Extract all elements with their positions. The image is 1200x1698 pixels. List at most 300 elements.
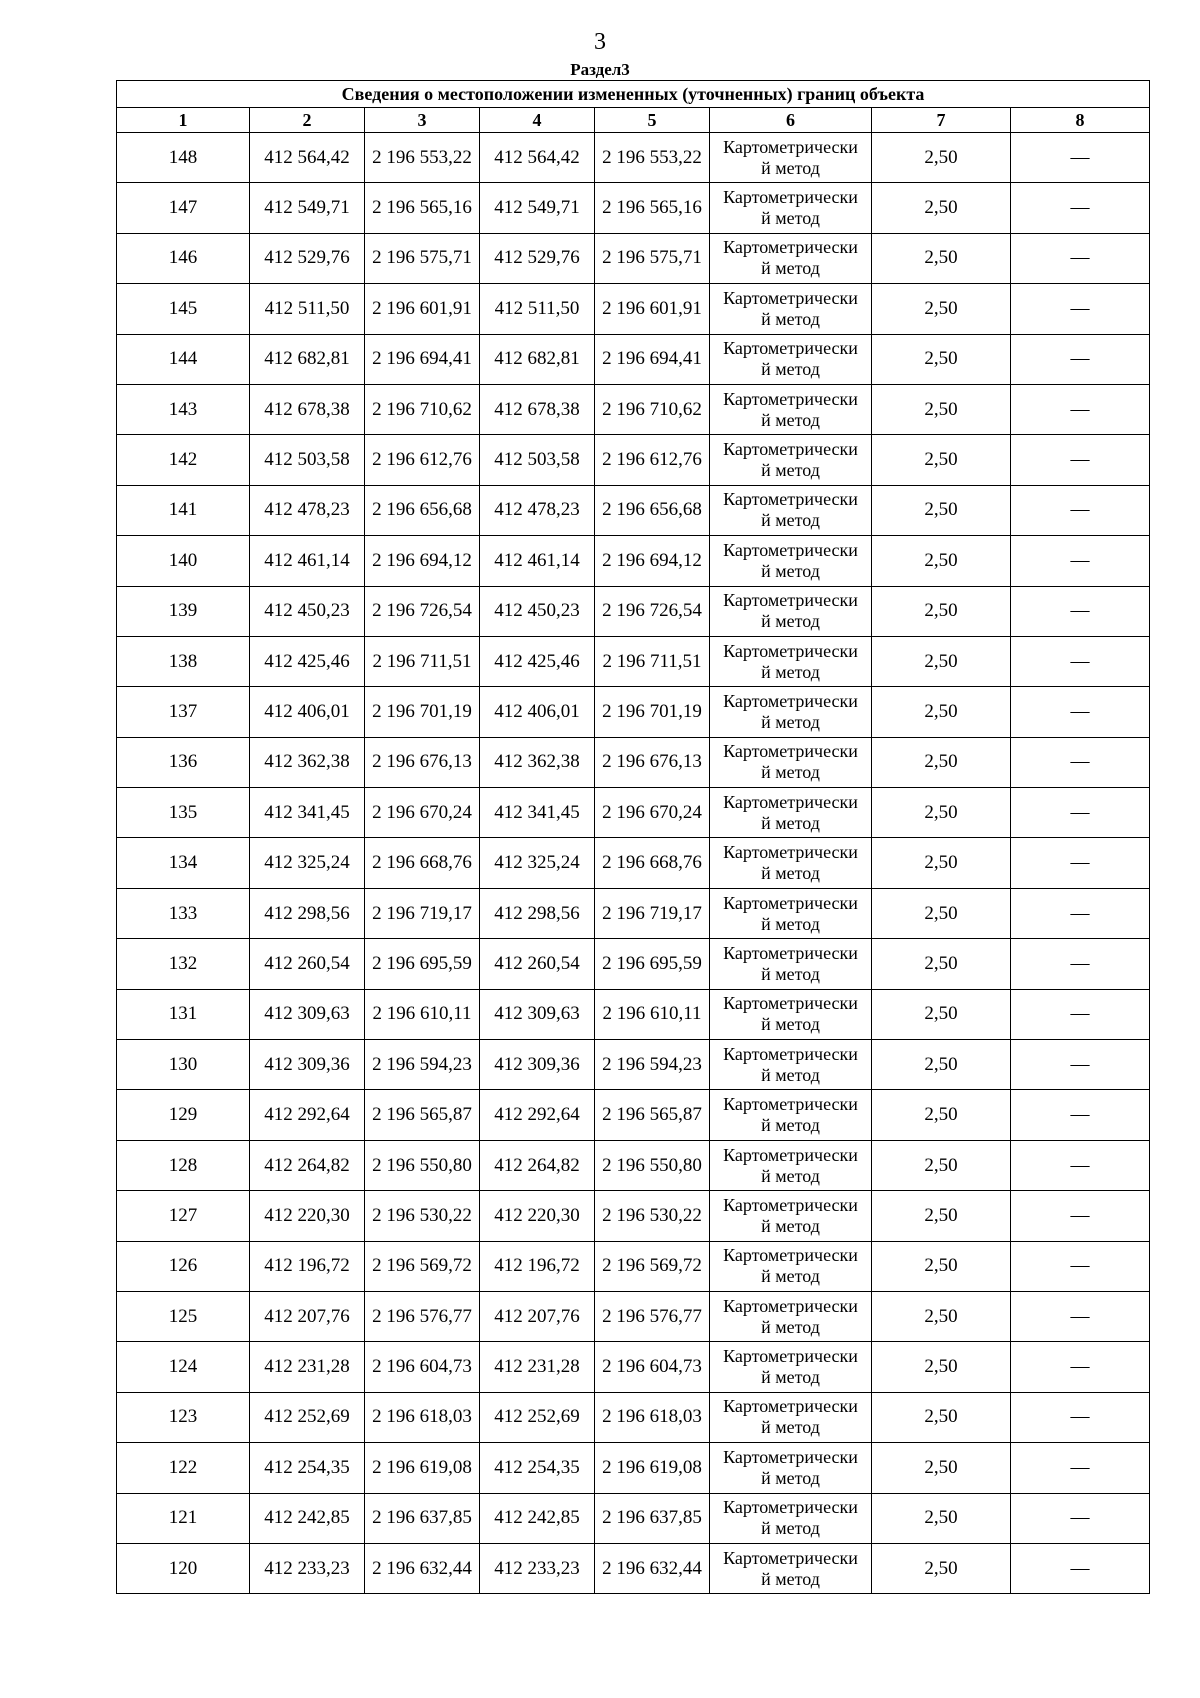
point-number-cell: 139 bbox=[117, 586, 250, 636]
coordinate-cell: 2 196 668,76 bbox=[365, 838, 480, 888]
point-number-cell: 125 bbox=[117, 1291, 250, 1341]
coordinate-cell: 412 325,24 bbox=[250, 838, 365, 888]
coordinate-cell: 412 682,81 bbox=[480, 334, 595, 384]
table-row bbox=[117, 133, 1150, 183]
coordinate-cell: 2 196 719,17 bbox=[365, 888, 480, 938]
table-row bbox=[117, 435, 1150, 485]
note-cell: — bbox=[1011, 334, 1150, 384]
coordinate-cell: 2 196 530,22 bbox=[595, 1191, 710, 1241]
method-line: Картометрически bbox=[723, 1245, 858, 1266]
accuracy-cell: 2,50 bbox=[872, 284, 1011, 334]
method-line: Картометрически bbox=[723, 338, 858, 359]
column-number: 2 bbox=[250, 108, 365, 133]
column-number: 4 bbox=[480, 108, 595, 133]
note-cell: — bbox=[1011, 1040, 1150, 1090]
coordinate-cell: 412 461,14 bbox=[480, 536, 595, 586]
coordinate-cell: 2 196 695,59 bbox=[365, 939, 480, 989]
column-number: 3 bbox=[365, 108, 480, 133]
method-line: Картометрически bbox=[723, 741, 858, 762]
note-cell: — bbox=[1011, 838, 1150, 888]
coordinate-cell: 412 292,64 bbox=[250, 1090, 365, 1140]
table-row bbox=[117, 384, 1150, 434]
coordinate-cell: 2 196 550,80 bbox=[365, 1140, 480, 1190]
coordinate-cell: 2 196 594,23 bbox=[365, 1040, 480, 1090]
table-row bbox=[117, 989, 1150, 1039]
method-line: Картометрически bbox=[723, 1043, 858, 1064]
point-number-cell: 131 bbox=[117, 989, 250, 1039]
coordinate-cell: 412 406,01 bbox=[250, 687, 365, 737]
coordinate-cell: 2 196 701,19 bbox=[365, 687, 480, 737]
method-line: Картометрически bbox=[723, 1547, 858, 1568]
table-row bbox=[117, 1543, 1150, 1593]
column-number: 7 bbox=[872, 108, 1011, 133]
note-cell: — bbox=[1011, 384, 1150, 434]
coordinate-cell: 412 478,23 bbox=[250, 485, 365, 535]
accuracy-cell: 2,50 bbox=[872, 737, 1011, 787]
point-number-cell: 137 bbox=[117, 687, 250, 737]
method-line: й метод bbox=[761, 1568, 820, 1589]
table-row bbox=[117, 1443, 1150, 1493]
method-cell bbox=[710, 183, 872, 233]
table-row bbox=[117, 1040, 1150, 1090]
coordinate-cell: 412 309,63 bbox=[480, 989, 595, 1039]
coordinate-cell: 412 678,38 bbox=[250, 384, 365, 434]
coordinate-cell: 2 196 676,13 bbox=[595, 737, 710, 787]
coordinate-cell: 412 252,69 bbox=[250, 1392, 365, 1442]
method-line: Картометрически bbox=[723, 1094, 858, 1115]
coordinate-cell: 412 298,56 bbox=[480, 888, 595, 938]
accuracy-cell: 2,50 bbox=[872, 334, 1011, 384]
method-line: й метод bbox=[761, 611, 820, 632]
table-caption: Сведения о местоположении измененных (уточненных) границ объекта bbox=[117, 81, 1150, 108]
method-line: й метод bbox=[761, 1316, 820, 1337]
method-line: й метод bbox=[761, 1266, 820, 1287]
table-row bbox=[117, 233, 1150, 283]
point-number-cell: 143 bbox=[117, 384, 250, 434]
table-row bbox=[117, 636, 1150, 686]
method-cell bbox=[710, 1392, 872, 1442]
note-cell: — bbox=[1011, 737, 1150, 787]
coordinate-cell: 412 242,85 bbox=[480, 1493, 595, 1543]
coordinate-cell: 412 406,01 bbox=[480, 687, 595, 737]
note-cell: — bbox=[1011, 1392, 1150, 1442]
accuracy-cell: 2,50 bbox=[872, 939, 1011, 989]
table-row bbox=[117, 687, 1150, 737]
method-cell bbox=[710, 284, 872, 334]
coordinate-cell: 412 511,50 bbox=[250, 284, 365, 334]
accuracy-cell: 2,50 bbox=[872, 233, 1011, 283]
coordinate-cell: 412 478,23 bbox=[480, 485, 595, 535]
method-line: Картометрически bbox=[723, 1194, 858, 1215]
method-cell bbox=[710, 636, 872, 686]
method-line: й метод bbox=[761, 863, 820, 884]
coordinate-cell: 412 207,76 bbox=[480, 1291, 595, 1341]
method-line: й метод bbox=[761, 1115, 820, 1136]
method-line: Картометрически bbox=[723, 1497, 858, 1518]
note-cell: — bbox=[1011, 788, 1150, 838]
coordinate-cell: 2 196 553,22 bbox=[365, 133, 480, 183]
coordinate-cell: 2 196 565,16 bbox=[365, 183, 480, 233]
accuracy-cell: 2,50 bbox=[872, 435, 1011, 485]
table-row bbox=[117, 737, 1150, 787]
method-line: й метод bbox=[761, 460, 820, 481]
point-number-cell: 126 bbox=[117, 1241, 250, 1291]
method-cell bbox=[710, 888, 872, 938]
coordinate-cell: 2 196 710,62 bbox=[595, 384, 710, 434]
point-number-cell: 129 bbox=[117, 1090, 250, 1140]
coordinate-cell: 2 196 694,12 bbox=[365, 536, 480, 586]
table-row bbox=[117, 939, 1150, 989]
accuracy-cell: 2,50 bbox=[872, 1493, 1011, 1543]
note-cell: — bbox=[1011, 1191, 1150, 1241]
coordinate-cell: 2 196 632,44 bbox=[595, 1543, 710, 1593]
coordinate-cell: 412 511,50 bbox=[480, 284, 595, 334]
table-row bbox=[117, 536, 1150, 586]
method-cell bbox=[710, 384, 872, 434]
accuracy-cell: 2,50 bbox=[872, 788, 1011, 838]
method-line: й метод bbox=[761, 308, 820, 329]
note-cell: — bbox=[1011, 435, 1150, 485]
page-number: 3 bbox=[594, 29, 606, 55]
table-row bbox=[117, 838, 1150, 888]
coordinate-cell: 2 196 668,76 bbox=[595, 838, 710, 888]
coordinate-cell: 2 196 604,73 bbox=[365, 1342, 480, 1392]
column-number: 8 bbox=[1011, 108, 1150, 133]
coordinate-cell: 2 196 530,22 bbox=[365, 1191, 480, 1241]
coordinate-cell: 412 450,23 bbox=[250, 586, 365, 636]
coordinate-cell: 2 196 565,87 bbox=[365, 1090, 480, 1140]
coordinate-cell: 412 233,23 bbox=[250, 1543, 365, 1593]
coordinate-cell: 412 309,63 bbox=[250, 989, 365, 1039]
coordinate-cell: 2 196 569,72 bbox=[595, 1241, 710, 1291]
coordinate-cell: 412 309,36 bbox=[250, 1040, 365, 1090]
table-row bbox=[117, 1342, 1150, 1392]
point-number-cell: 121 bbox=[117, 1493, 250, 1543]
point-number-cell: 142 bbox=[117, 435, 250, 485]
coordinate-cell: 412 549,71 bbox=[480, 183, 595, 233]
method-line: й метод bbox=[761, 359, 820, 380]
point-number-cell: 128 bbox=[117, 1140, 250, 1190]
coordinate-cell: 2 196 726,54 bbox=[365, 586, 480, 636]
accuracy-cell: 2,50 bbox=[872, 1140, 1011, 1190]
coordinate-cell: 2 196 610,11 bbox=[595, 989, 710, 1039]
table-row bbox=[117, 1241, 1150, 1291]
coordinate-cell: 412 549,71 bbox=[250, 183, 365, 233]
coordinate-cell: 2 196 575,71 bbox=[365, 233, 480, 283]
point-number-cell: 140 bbox=[117, 536, 250, 586]
note-cell: — bbox=[1011, 536, 1150, 586]
method-line: й метод bbox=[761, 1014, 820, 1035]
method-line: Картометрически bbox=[723, 590, 858, 611]
accuracy-cell: 2,50 bbox=[872, 1291, 1011, 1341]
method-cell bbox=[710, 1140, 872, 1190]
coordinate-cell: 412 220,30 bbox=[250, 1191, 365, 1241]
table-row bbox=[117, 1090, 1150, 1140]
coordinates-table bbox=[116, 80, 1150, 1594]
method-line: Картометрически bbox=[723, 439, 858, 460]
method-line: й метод bbox=[761, 812, 820, 833]
table-row bbox=[117, 1291, 1150, 1341]
method-line: й метод bbox=[761, 1165, 820, 1186]
coordinate-cell: 2 196 618,03 bbox=[365, 1392, 480, 1442]
point-number-cell: 132 bbox=[117, 939, 250, 989]
method-line: й метод bbox=[761, 1215, 820, 1236]
method-line: Картометрически bbox=[723, 388, 858, 409]
coordinate-cell: 2 196 618,03 bbox=[595, 1392, 710, 1442]
method-line: й метод bbox=[761, 1417, 820, 1438]
point-number-cell: 130 bbox=[117, 1040, 250, 1090]
method-cell bbox=[710, 1342, 872, 1392]
coordinate-cell: 412 220,30 bbox=[480, 1191, 595, 1241]
note-cell: — bbox=[1011, 284, 1150, 334]
note-cell: — bbox=[1011, 183, 1150, 233]
method-line: Картометрически bbox=[723, 1446, 858, 1467]
coordinate-cell: 2 196 612,76 bbox=[595, 435, 710, 485]
method-cell bbox=[710, 586, 872, 636]
note-cell: — bbox=[1011, 1342, 1150, 1392]
coordinate-cell: 412 425,46 bbox=[250, 636, 365, 686]
coordinate-cell: 2 196 601,91 bbox=[365, 284, 480, 334]
method-line: й метод bbox=[761, 208, 820, 229]
coordinate-cell: 2 196 656,68 bbox=[595, 485, 710, 535]
point-number-cell: 141 bbox=[117, 485, 250, 535]
method-line: й метод bbox=[761, 661, 820, 682]
coordinate-cell: 2 196 619,08 bbox=[365, 1443, 480, 1493]
table-row bbox=[117, 1191, 1150, 1241]
method-line: Картометрически bbox=[723, 640, 858, 661]
method-cell bbox=[710, 1191, 872, 1241]
accuracy-cell: 2,50 bbox=[872, 1040, 1011, 1090]
note-cell: — bbox=[1011, 636, 1150, 686]
note-cell: — bbox=[1011, 133, 1150, 183]
method-line: Картометрически bbox=[723, 942, 858, 963]
method-line: Картометрически bbox=[723, 1346, 858, 1367]
point-number-cell: 135 bbox=[117, 788, 250, 838]
coordinate-cell: 412 503,58 bbox=[480, 435, 595, 485]
method-cell bbox=[710, 1241, 872, 1291]
method-line: й метод bbox=[761, 711, 820, 732]
method-line: й метод bbox=[761, 409, 820, 430]
accuracy-cell: 2,50 bbox=[872, 1191, 1011, 1241]
method-line: й метод bbox=[761, 913, 820, 934]
column-numbers-row bbox=[117, 108, 1150, 133]
coordinate-cell: 2 196 710,62 bbox=[365, 384, 480, 434]
coordinate-cell: 2 196 719,17 bbox=[595, 888, 710, 938]
note-cell: — bbox=[1011, 989, 1150, 1039]
table-row bbox=[117, 1140, 1150, 1190]
coordinate-cell: 412 678,38 bbox=[480, 384, 595, 434]
method-line: й метод bbox=[761, 1367, 820, 1388]
note-cell: — bbox=[1011, 888, 1150, 938]
table-row bbox=[117, 586, 1150, 636]
coordinate-cell: 412 196,72 bbox=[480, 1241, 595, 1291]
table-row bbox=[117, 485, 1150, 535]
note-cell: — bbox=[1011, 1241, 1150, 1291]
method-cell bbox=[710, 133, 872, 183]
coordinate-cell: 2 196 670,24 bbox=[365, 788, 480, 838]
point-number-cell: 122 bbox=[117, 1443, 250, 1493]
table-body bbox=[117, 133, 1150, 1594]
method-cell bbox=[710, 1291, 872, 1341]
table-row bbox=[117, 888, 1150, 938]
coordinate-cell: 412 264,82 bbox=[250, 1140, 365, 1190]
method-line: Картометрически bbox=[723, 993, 858, 1014]
note-cell: — bbox=[1011, 1543, 1150, 1593]
column-number: 5 bbox=[595, 108, 710, 133]
method-line: й метод bbox=[761, 1064, 820, 1085]
coordinate-cell: 2 196 604,73 bbox=[595, 1342, 710, 1392]
method-cell bbox=[710, 485, 872, 535]
note-cell: — bbox=[1011, 1140, 1150, 1190]
accuracy-cell: 2,50 bbox=[872, 485, 1011, 535]
accuracy-cell: 2,50 bbox=[872, 989, 1011, 1039]
coordinate-cell: 2 196 565,16 bbox=[595, 183, 710, 233]
accuracy-cell: 2,50 bbox=[872, 586, 1011, 636]
coordinate-cell: 412 254,35 bbox=[250, 1443, 365, 1493]
coordinate-cell: 412 292,64 bbox=[480, 1090, 595, 1140]
coordinate-cell: 2 196 594,23 bbox=[595, 1040, 710, 1090]
coordinate-cell: 412 298,56 bbox=[250, 888, 365, 938]
coordinate-cell: 412 252,69 bbox=[480, 1392, 595, 1442]
coordinate-cell: 2 196 612,76 bbox=[365, 435, 480, 485]
point-number-cell: 145 bbox=[117, 284, 250, 334]
coordinate-cell: 412 682,81 bbox=[250, 334, 365, 384]
point-number-cell: 148 bbox=[117, 133, 250, 183]
coordinate-cell: 2 196 694,12 bbox=[595, 536, 710, 586]
coordinate-cell: 2 196 565,87 bbox=[595, 1090, 710, 1140]
method-line: й метод bbox=[761, 762, 820, 783]
coordinate-cell: 2 196 576,77 bbox=[365, 1291, 480, 1341]
coordinate-cell: 412 231,28 bbox=[250, 1342, 365, 1392]
coordinate-cell: 2 196 676,13 bbox=[365, 737, 480, 787]
method-cell bbox=[710, 233, 872, 283]
accuracy-cell: 2,50 bbox=[872, 1392, 1011, 1442]
coordinate-cell: 412 242,85 bbox=[250, 1493, 365, 1543]
column-number: 1 bbox=[117, 108, 250, 133]
table-row bbox=[117, 1493, 1150, 1543]
method-cell bbox=[710, 1443, 872, 1493]
method-cell bbox=[710, 435, 872, 485]
coordinate-cell: 2 196 670,24 bbox=[595, 788, 710, 838]
method-line: Картометрически bbox=[723, 791, 858, 812]
coordinate-cell: 412 450,23 bbox=[480, 586, 595, 636]
coordinate-cell: 412 196,72 bbox=[250, 1241, 365, 1291]
method-line: Картометрически bbox=[723, 892, 858, 913]
point-number-cell: 123 bbox=[117, 1392, 250, 1442]
coordinate-cell: 2 196 694,41 bbox=[365, 334, 480, 384]
coordinate-cell: 412 529,76 bbox=[250, 233, 365, 283]
coordinate-cell: 412 503,58 bbox=[250, 435, 365, 485]
note-cell: — bbox=[1011, 1493, 1150, 1543]
method-cell bbox=[710, 989, 872, 1039]
method-line: Картометрически bbox=[723, 187, 858, 208]
method-cell bbox=[710, 939, 872, 989]
method-line: Картометрически bbox=[723, 539, 858, 560]
coordinate-cell: 412 529,76 bbox=[480, 233, 595, 283]
coordinate-cell: 412 233,23 bbox=[480, 1543, 595, 1593]
accuracy-cell: 2,50 bbox=[872, 888, 1011, 938]
coordinate-cell: 412 564,42 bbox=[250, 133, 365, 183]
accuracy-cell: 2,50 bbox=[872, 1090, 1011, 1140]
point-number-cell: 136 bbox=[117, 737, 250, 787]
coordinate-cell: 2 196 701,19 bbox=[595, 687, 710, 737]
section-title: Раздел3 bbox=[570, 60, 630, 79]
method-line: Картометрически bbox=[723, 287, 858, 308]
accuracy-cell: 2,50 bbox=[872, 133, 1011, 183]
accuracy-cell: 2,50 bbox=[872, 636, 1011, 686]
coordinate-cell: 412 231,28 bbox=[480, 1342, 595, 1392]
coordinate-cell: 2 196 569,72 bbox=[365, 1241, 480, 1291]
coordinate-cell: 2 196 575,71 bbox=[595, 233, 710, 283]
coordinate-cell: 2 196 694,41 bbox=[595, 334, 710, 384]
method-line: Картометрически bbox=[723, 1295, 858, 1316]
coordinate-cell: 412 461,14 bbox=[250, 536, 365, 586]
coordinate-cell: 2 196 637,85 bbox=[595, 1493, 710, 1543]
note-cell: — bbox=[1011, 586, 1150, 636]
point-number-cell: 147 bbox=[117, 183, 250, 233]
coordinate-cell: 412 325,24 bbox=[480, 838, 595, 888]
accuracy-cell: 2,50 bbox=[872, 1443, 1011, 1493]
point-number-cell: 138 bbox=[117, 636, 250, 686]
point-number-cell: 124 bbox=[117, 1342, 250, 1392]
method-line: й метод bbox=[761, 510, 820, 531]
accuracy-cell: 2,50 bbox=[872, 838, 1011, 888]
method-line: Картометрически bbox=[723, 489, 858, 510]
method-line: Картометрически bbox=[723, 690, 858, 711]
point-number-cell: 127 bbox=[117, 1191, 250, 1241]
method-cell bbox=[710, 788, 872, 838]
coordinate-cell: 412 309,36 bbox=[480, 1040, 595, 1090]
accuracy-cell: 2,50 bbox=[872, 1241, 1011, 1291]
accuracy-cell: 2,50 bbox=[872, 384, 1011, 434]
point-number-cell: 134 bbox=[117, 838, 250, 888]
method-cell bbox=[710, 334, 872, 384]
method-line: й метод bbox=[761, 258, 820, 279]
method-line: й метод bbox=[761, 1467, 820, 1488]
method-line: Картометрически bbox=[723, 136, 858, 157]
coordinate-cell: 2 196 637,85 bbox=[365, 1493, 480, 1543]
method-line: й метод bbox=[761, 963, 820, 984]
accuracy-cell: 2,50 bbox=[872, 1543, 1011, 1593]
coordinate-cell: 2 196 576,77 bbox=[595, 1291, 710, 1341]
accuracy-cell: 2,50 bbox=[872, 1342, 1011, 1392]
coordinate-cell: 2 196 726,54 bbox=[595, 586, 710, 636]
coordinate-cell: 412 264,82 bbox=[480, 1140, 595, 1190]
note-cell: — bbox=[1011, 1090, 1150, 1140]
table-row bbox=[117, 1392, 1150, 1442]
coordinate-cell: 2 196 656,68 bbox=[365, 485, 480, 535]
method-line: Картометрически bbox=[723, 1144, 858, 1165]
coordinate-cell: 412 254,35 bbox=[480, 1443, 595, 1493]
coordinate-cell: 412 362,38 bbox=[250, 737, 365, 787]
note-cell: — bbox=[1011, 485, 1150, 535]
point-number-cell: 120 bbox=[117, 1543, 250, 1593]
method-cell bbox=[710, 1090, 872, 1140]
coordinate-cell: 2 196 632,44 bbox=[365, 1543, 480, 1593]
table-caption-row bbox=[117, 81, 1150, 108]
coordinate-cell: 412 260,54 bbox=[250, 939, 365, 989]
method-line: й метод bbox=[761, 157, 820, 178]
note-cell: — bbox=[1011, 939, 1150, 989]
coordinate-cell: 412 207,76 bbox=[250, 1291, 365, 1341]
note-cell: — bbox=[1011, 687, 1150, 737]
note-cell: — bbox=[1011, 1291, 1150, 1341]
method-cell bbox=[710, 1543, 872, 1593]
coordinate-cell: 2 196 610,11 bbox=[365, 989, 480, 1039]
coordinate-cell: 2 196 601,91 bbox=[595, 284, 710, 334]
coordinate-cell: 412 425,46 bbox=[480, 636, 595, 686]
coordinate-cell: 412 564,42 bbox=[480, 133, 595, 183]
